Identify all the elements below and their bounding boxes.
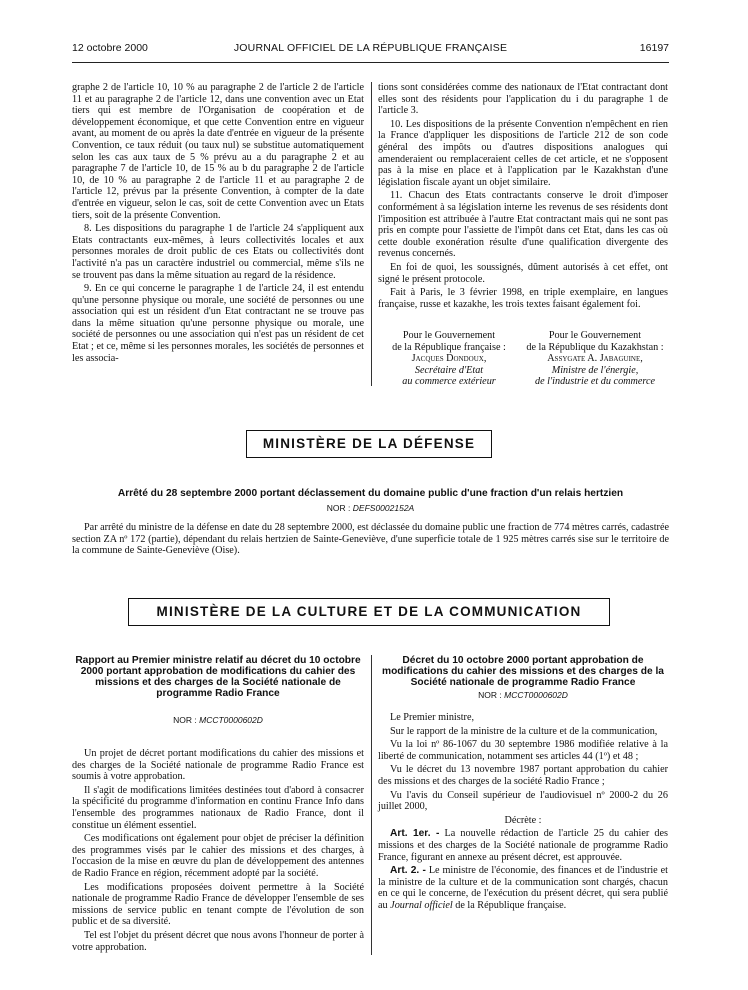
header-page-number: 16197 — [639, 42, 669, 54]
paragraph: 10. Les dispositions de la présente Convention n'empêchent en rien la France d'appliquer les dispositions de l'article 212 de son code général des impôts ou d'autres dispositions analogues qui amenderaient ou remplaceraient celles de cet article, et ne s'opposent pas à la mise en place et à l'application par le Kazakhstan d'une législation fiscale ayant un objet similaire. — [378, 118, 668, 188]
paragraph: Ces modifications ont également pour objet de préciser la définition des programmes visés par le cahier des missions et des charges, à l'occasion de la mise en œuvre du plan de développement des antennes de Radio France en région, récemment adopté par la société. — [72, 833, 364, 879]
article-label: Art. 2. - — [390, 865, 426, 877]
column-divider — [371, 655, 372, 955]
article-text: Le ministre de l'économie, des finances et de l'industrie et la ministre de la culture et de la communication sont chargés, chacun en ce qui le concerne, de l'exécution du présent décret, qui sera publié au — [378, 865, 668, 911]
article-text-end: de la République française. — [455, 899, 567, 911]
nor-label: NOR : — [173, 715, 197, 725]
paragraph: Vu le décret du 13 novembre 1987 portant approbation du cahier des missions et des charges de la société Radio France ; — [378, 764, 668, 787]
arrete-text — [72, 522, 669, 557]
ministry-heading-defense: MINISTÈRE DE LA DÉFENSE — [246, 430, 492, 458]
paragraph: Le Premier ministre, — [390, 712, 475, 723]
signatory-role: Secrétaire d'Etat — [414, 364, 484, 376]
paragraph: Par arrêté du ministre de la défense en date du 28 septembre 2000, est déclassée du domaine public une fraction de 774 mètres carrés, cadastrée section ZA nº 172 (partie), dépendant du relais hertzien de Sainte-Geneviève, d'une superficie totale de 1 925 mètres carrés sise sur le territoire de la commune de Sainte-Geneviève (Oise). — [72, 522, 669, 557]
signature-line: Pour le Gouvernement — [402, 330, 496, 341]
nor-code: MCCT0000602D — [199, 715, 263, 725]
paragraph: Fait à Paris, le 3 février 1998, en triple exemplaire, en langues française, russe et kazakhe, les trois textes faisant également foi. — [378, 287, 668, 310]
paragraph: En foi de quoi, les soussignés, dûment autorisés à cet effet, ont signé le présent protocole. — [378, 261, 668, 285]
top-right-column — [378, 82, 668, 312]
column-divider — [371, 82, 372, 386]
paragraph: Il s'agit de modifications limitées destinées tout d'abord à consacrer la spécificité du programme d'information en continu France Info dans l'ensemble des programmes nationaux de Radio France, dont il constitue un élément essentiel. — [72, 784, 364, 831]
signatory-role: Ministre de l'énergie, — [551, 364, 639, 376]
rapport-title: Rapport au Premier ministre relatif au décret du 10 octobre 2000 portant approbation de modifications du cahier des missions et des charges de la Société nationale de programme Radio France — [75, 655, 361, 699]
journal-reference: Journal officiel — [390, 899, 453, 911]
ministry-heading-culture: MINISTÈRE DE LA CULTURE ET DE LA COMMUNICATION — [128, 598, 610, 626]
article-text: La nouvelle rédaction de l'article 25 du cahier des missions et des charges de la Société nationale de programme Radio France, figurant en annexe au présent décret, est approuvée. — [378, 828, 669, 863]
rapport-nor — [72, 715, 364, 725]
article-1 — [378, 828, 668, 863]
paragraph: Sur le rapport de la ministre de la culture et de la communication, — [390, 725, 658, 737]
header-title: JOURNAL OFFICIEL DE LA RÉPUBLIQUE FRANÇAISE — [233, 42, 508, 54]
decret-title: Décret du 10 octobre 2000 portant approbation de modifications du cahier des missions et des charges de la Société nationale de programme Radio France — [382, 655, 664, 688]
nor-code: MCCT0000602D — [504, 690, 568, 700]
article-2 — [378, 865, 668, 911]
signature-line: Pour le Gouvernement — [548, 330, 642, 341]
paragraph: Vu la loi nº 86-1067 du 30 septembre 1986 modifiée relative à la liberté de communication, notamment ses articles 44 (1º) et 48 ; — [378, 739, 668, 762]
signatory-role: au commerce extérieur — [402, 376, 496, 388]
article-label: Art. 1er. - — [390, 828, 440, 840]
paragraph: Vu l'avis du Conseil supérieur de l'audiovisuel nº 2000-2 du 26 juillet 2000, — [378, 789, 668, 813]
paragraph: 8. Les dispositions du paragraphe 1 de l'article 24 s'appliquent aux Etats contractants eux-mêmes, à leurs collectivités locales et aux personnes morales de droit public de ces Etats ou collectivités dont l'activité n'a pas un caractère industriel ou commercial, même s'ils ne se trouvent pas dans la même situation au regard de la résidence. — [72, 223, 364, 281]
signatory-name: Jacques Dondoux, — [411, 353, 487, 365]
nor-code: DEFS0002152A — [352, 503, 415, 513]
signature-line: de la République du Kazakhstan : — [526, 341, 664, 353]
paragraph: graphe 2 de l'article 10, 10 % au paragraphe 2 de l'article 2 de l'article 11 et au paragraphe 2 de l'article 12, dans une convention avec un Etat tiers qui est membre de l'Organisation de coopération et de développement économique, et que cette Convention entre en vigueur avant, au moment de ou après la date d'entrée en vigueur de la présente Convention, ce taux réduit (ou taux nul) se substitue automatiquement selon les cas aux taux de 5 % prévu au a du paragraphe 2 et au paragraphe 7 de l'article 10, de 15 % au b du paragraphe 2 de l'article 10, de 10 % au paragraphe 2 de l'article 11 et au paragraphe 2 de l'article 12, prévus par la présente Convention, à compter de la date d'entrée en vigueur, selon le cas, soit de cette Convention avec un Etats tiers, soit de la présente Convention. — [72, 82, 364, 221]
nor-label: NOR : — [478, 690, 502, 700]
paragraph: tions sont considérées comme des nationaux de l'Etat contractant dont elles sont des résidents pour l'application du i du paragraphe 1 de l'article 3. — [378, 82, 668, 117]
paragraph: Un projet de décret portant modifications du cahier des missions et des charges de la Société nationale de programme Radio France est soumis à votre approbation. — [72, 748, 364, 783]
paragraph: 11. Chacun des Etats contractants conserve le droit d'imposer conformément à sa législation interne les revenus de ses résidents dont l'imposition est attribuée à l'autre Etat contractant mais qui ne sont pas pris en compte pour l'assiette de l'impôt dans cet Etat, dans les cas où cette double exonération résulte d'une qualification divergente des revenus concernés. — [378, 190, 668, 260]
rapport-body — [72, 748, 364, 955]
arrete-nor — [72, 503, 669, 513]
paragraph: Tel est l'objet du présent décret que nous avons l'honneur de porter à votre approbation. — [72, 929, 364, 953]
decret-body — [378, 712, 668, 914]
nor-label: NOR : — [326, 503, 351, 513]
signatory-role: de l'industrie et du commerce — [534, 376, 656, 388]
decrete-heading: Décrète : — [504, 814, 542, 826]
header-rule — [72, 62, 669, 63]
running-header — [72, 42, 669, 58]
header-date: 12 octobre 2000 — [72, 42, 148, 54]
signature-france — [378, 330, 520, 388]
signature-kazakhstan — [520, 330, 670, 388]
arrete-title: Arrêté du 28 septembre 2000 portant déclassement du domaine public d'une fraction d'un relais hertzien — [117, 488, 624, 499]
signature-line: de la République française : — [392, 341, 506, 353]
top-left-column — [72, 82, 364, 366]
signatory-name: Assygate A. Jabaguine, — [547, 353, 643, 365]
paragraph: 9. En ce qui concerne le paragraphe 1 de l'article 24, il est entendu qu'une personne physique ou morale, une société de personnes ou une association qui est un résident d'un Etat contractant ne se trouve pas dans la même situation qu'une personne physique ou morale, une société de personnes ou une association qui n'est pas un résident de cet Etat ; et ce, même si les personnes morales, les sociétés de personnes et les associa- — [72, 283, 364, 364]
decret-nor — [378, 690, 668, 700]
paragraph: Les modifications proposées doivent permettre à la Société nationale de programme Radio France de développer l'ensemble de ses missions de service public en tenant compte de l'évolution de son public et de sa diversité. — [72, 881, 364, 928]
